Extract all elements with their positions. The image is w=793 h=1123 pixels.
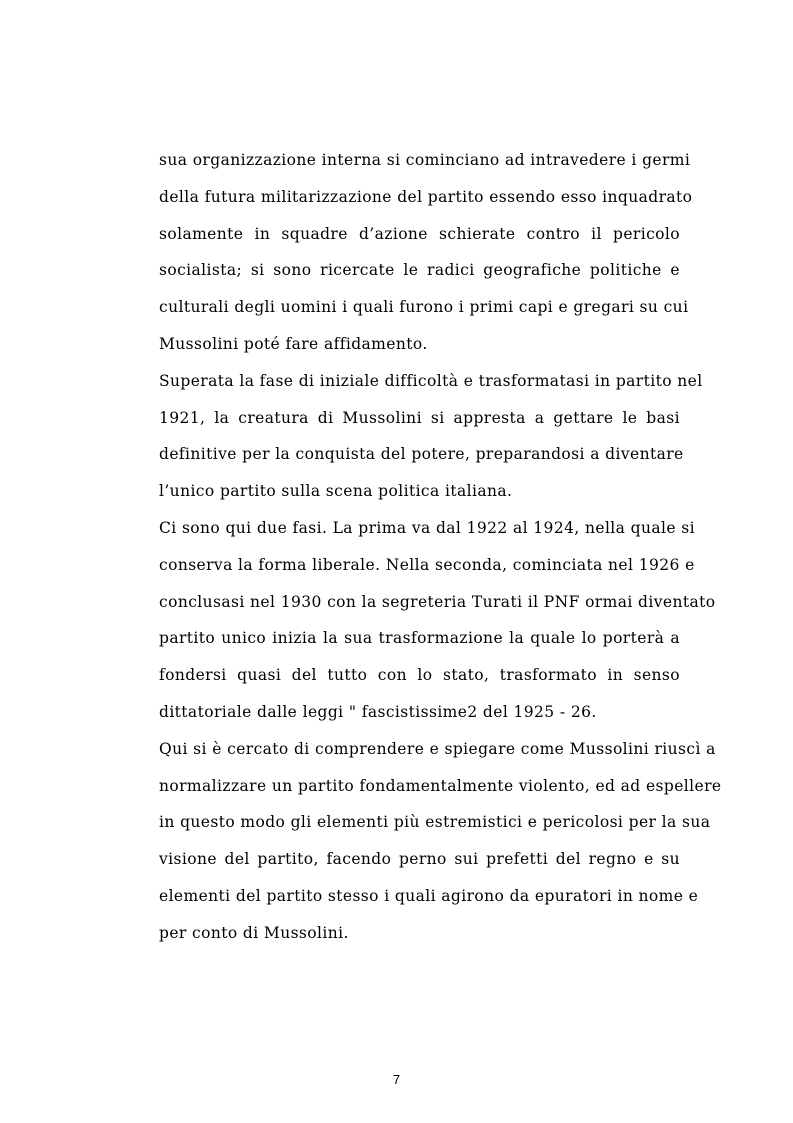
body-text xyxy=(159,142,722,952)
text-line: conclusasi nel 1930 con la segreteria Turati il PNF ormai diventato xyxy=(159,592,716,611)
text-line: visione del partito, facendo perno sui prefetti del regno e su xyxy=(159,850,680,869)
text-line: definitive per la conquista del potere, preparandosi a diventare xyxy=(159,445,684,464)
text-line: Mussolini poté fare affidamento. xyxy=(159,334,428,353)
text-line: normalizzare un partito fondamentalmente violento, ed ad espellere xyxy=(159,776,722,795)
text-line: fondersi quasi del tutto con lo stato, trasformato in senso xyxy=(159,666,680,685)
text-line: culturali degli uomini i quali furono i primi capi e gregari su cui xyxy=(159,298,689,317)
text-line: l’unico partito sulla scena politica italiana. xyxy=(159,482,513,501)
text-line: Ci sono qui due fasi. La prima va dal 1922 al 1924, nella quale si xyxy=(159,518,695,537)
text-line: della futura militarizzazione del partito essendo esso inquadrato xyxy=(159,187,693,206)
text-line: Qui si è cercato di comprendere e spiegare come Mussolini riuscì a xyxy=(159,739,716,758)
text-line: in questo modo gli elementi più estremistici e pericolosi per la sua xyxy=(159,813,711,832)
text-line: Superata la fase di iniziale difficoltà e trasformatasi in partito nel xyxy=(159,371,703,390)
text-line: sua organizzazione interna si cominciano ad intravedere i germi xyxy=(159,151,691,169)
text-line: dittatoriale dalle leggi " fascistissime2 del 1925 - 26. xyxy=(159,702,597,721)
text-line: elementi del partito stesso i quali agirono da epuratori in nome e xyxy=(159,886,699,905)
text-line: per conto di Mussolini. xyxy=(159,923,349,942)
text-line: socialista; si sono ricercate le radici geografiche politiche e xyxy=(159,261,680,280)
text-line: partito unico inizia la sua trasformazione la quale lo porterà a xyxy=(159,629,680,648)
page-number: 7 xyxy=(392,1072,401,1087)
text-line: conserva la forma liberale. Nella seconda, cominciata nel 1926 e xyxy=(159,555,695,574)
text-line: solamente in squadre d’azione schierate contro il pericolo xyxy=(159,224,680,243)
text-line: 1921, la creatura di Mussolini si appresta a gettare le basi xyxy=(159,408,680,427)
